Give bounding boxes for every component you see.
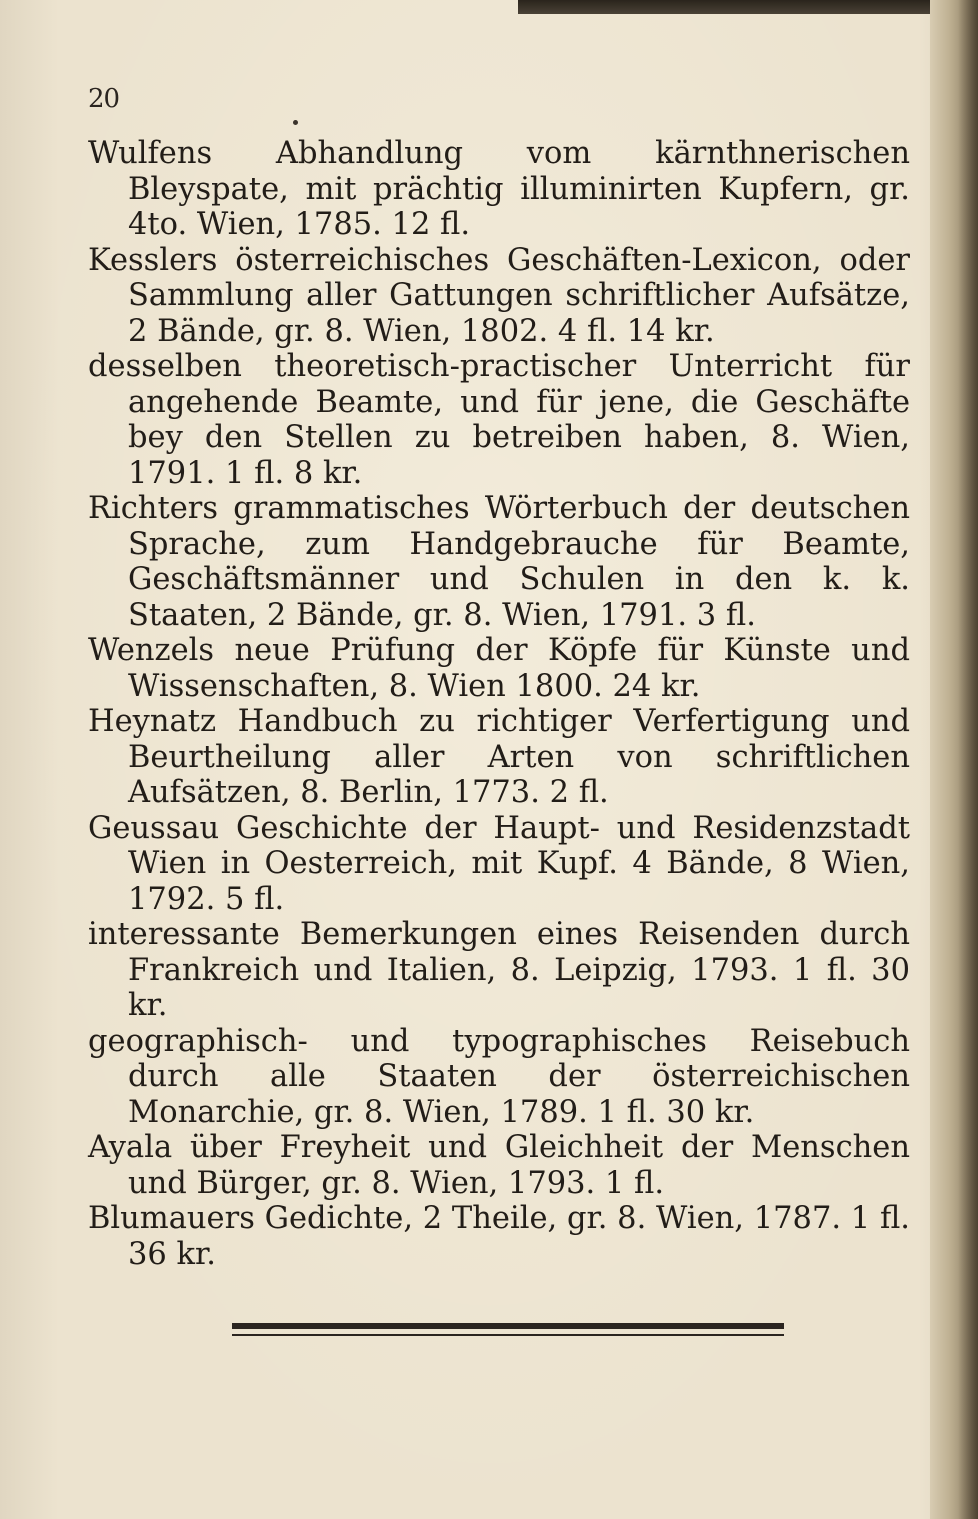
catalog-entry-kessler-unterricht: desselben theoretisch-practischer Unterricht für angehende Beamte, und für jene, die Geschäfte bey den Stellen zu betreiben haben, 8. Wien, 1791. 1 fl. 8 kr. (88, 349, 910, 491)
catalog-entries (88, 136, 910, 1272)
catalog-entry-richter: Richters grammatisches Wörterbuch der deutschen Sprache, zum Handgebrauche für Beamte, Geschäftsmänner und Schulen in den k. k. Staaten, 2 Bände, gr. 8. Wien, 1791. 3 fl. (88, 491, 910, 633)
catalog-entry-heynatz: Heynatz Handbuch zu richtiger Verfertigung und Beurtheilung aller Arten von schriftlichen Aufsätzen, 8. Berlin, 1773. 2 fl. (88, 704, 910, 810)
ink-speck (293, 120, 298, 125)
catalog-entry-bemerkungen: interessante Bemerkungen eines Reisenden durch Frankreich und Italien, 8. Leipzig, 1793. 1 fl. 30 kr. (88, 917, 910, 1023)
catalog-entry-ayala: Ayala über Freyheit und Gleichheit der Menschen und Bürger, gr. 8. Wien, 1793. 1 fl. (88, 1130, 910, 1201)
page-number: 20 (88, 84, 120, 114)
closing-double-rule (232, 1323, 784, 1341)
catalog-entry-geussau: Geussau Geschichte der Haupt- und Residenzstadt Wien in Oesterreich, mit Kupf. 4 Bände, 8 Wien, 1792. 5 fl. (88, 810, 910, 917)
catalog-entry-wulfen: Wulfens Abhandlung vom kärnthnerischen Bleyspate, mit prächtig illuminirten Kupfern, gr. 4to. Wien, 1785. 12 fl. (88, 136, 910, 242)
scan-edge-top (518, 0, 978, 14)
catalog-entry-blumauer: Blumauers Gedichte, 2 Theile, gr. 8. Wien, 1787. 1 fl. 36 kr. (88, 1201, 910, 1272)
catalog-entry-reisebuch: geographisch- und typographisches Reisebuch durch alle Staaten der österreichischen Monarchie, gr. 8. Wien, 1789. 1 fl. 30 kr. (88, 1023, 910, 1130)
rule-thick-line (232, 1323, 784, 1329)
catalog-entry-wenzel: Wenzels neue Prüfung der Köpfe für Künste und Wissenschaften, 8. Wien 1800. 24 kr. (88, 633, 910, 704)
rule-thin-line (232, 1334, 784, 1336)
page-fore-edge-shadow (958, 0, 978, 1519)
catalog-entry-kessler: Kesslers österreichisches Geschäften-Lexicon, oder Sammlung aller Gattungen schriftlicher Aufsätze, 2 Bände, gr. 8. Wien, 1802. 4 fl. 14 kr. (88, 242, 910, 349)
